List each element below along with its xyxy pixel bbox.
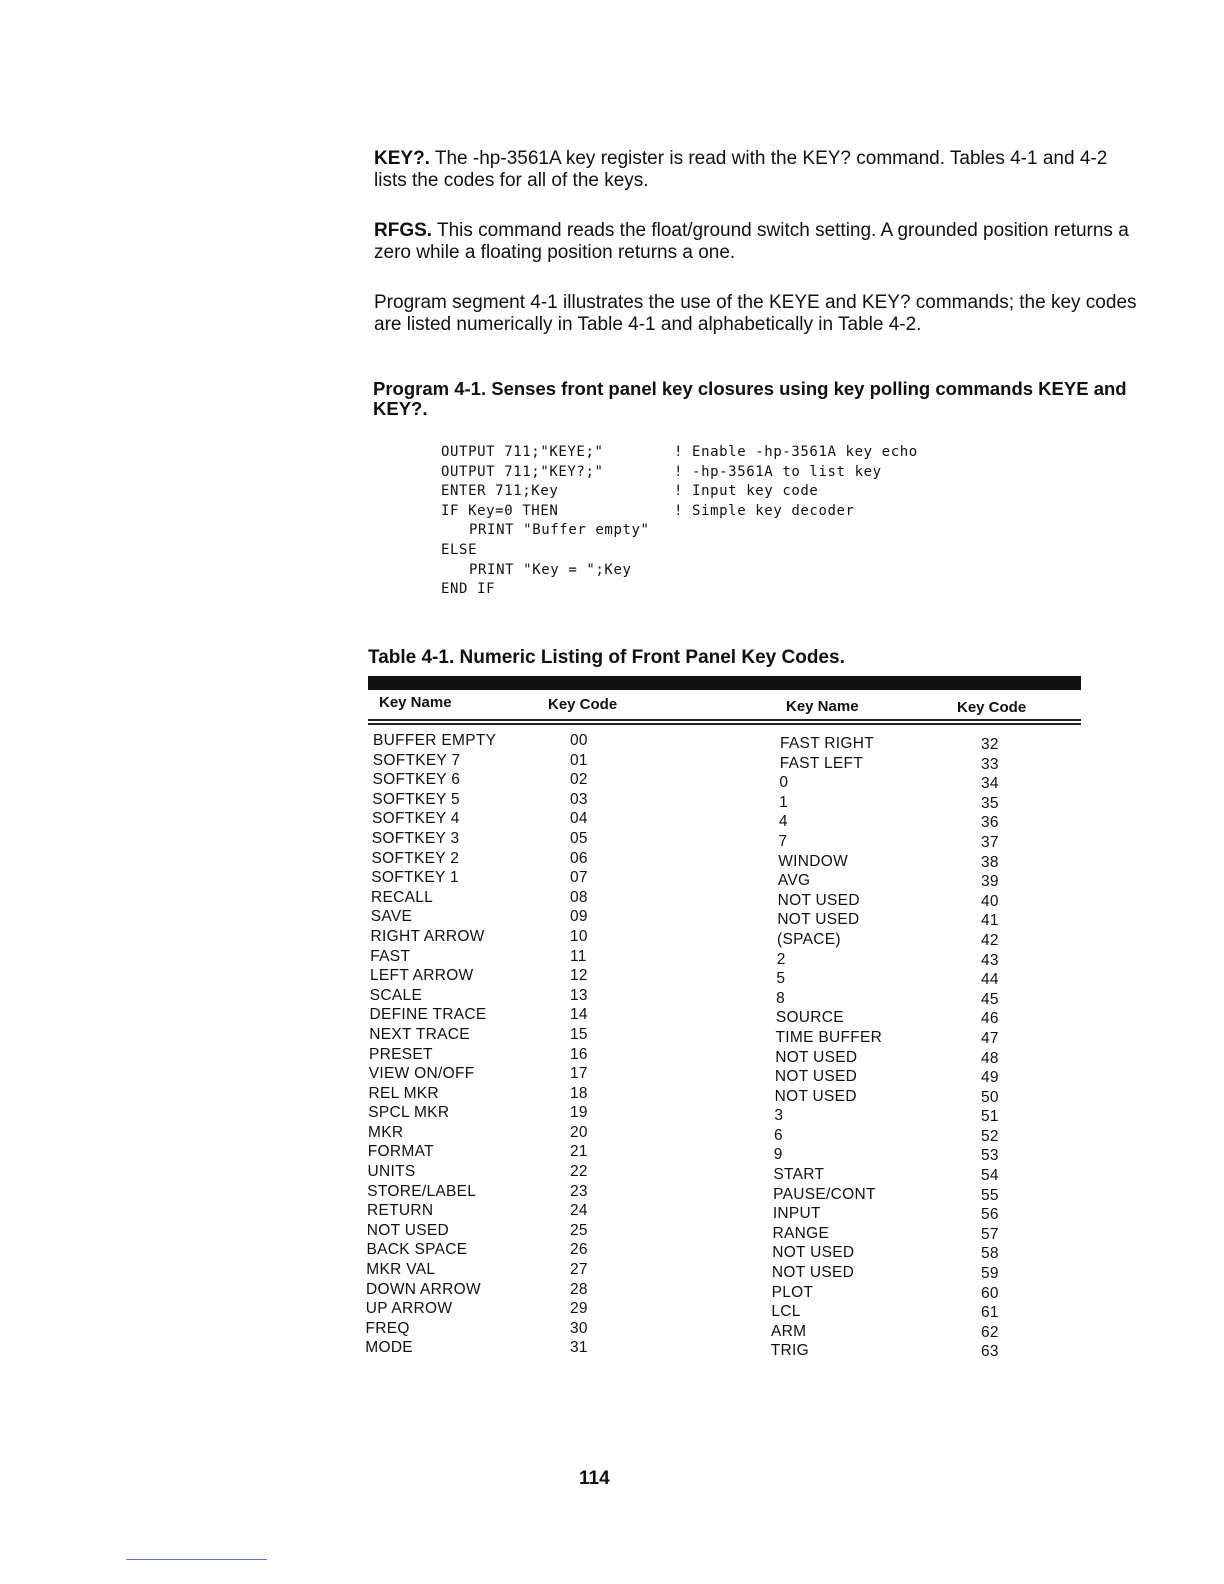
key-name-cell: NOT USED — [777, 891, 860, 909]
key-code-cell: 39 — [981, 873, 999, 891]
key-name-cell: UNITS — [367, 1163, 416, 1181]
key-name-cell: 6 — [774, 1126, 783, 1144]
key-name-cell: MKR VAL — [366, 1261, 436, 1279]
key-name-cell: PAUSE/CONT — [773, 1185, 876, 1203]
key-code-cell: 58 — [981, 1245, 999, 1263]
key-code-cell: 04 — [570, 810, 588, 828]
key-code-cell: 48 — [981, 1049, 999, 1067]
key-code-cell: 06 — [570, 849, 588, 867]
key-name-cell: NOT USED — [777, 911, 860, 929]
key-code-cell: 50 — [981, 1088, 999, 1106]
key-code-cell: 27 — [570, 1261, 588, 1279]
key-code-cell: 12 — [570, 967, 588, 985]
key-name-cell: BACK SPACE — [366, 1241, 468, 1259]
code-comment: ! Enable -hp-3561A key echo — [674, 444, 918, 460]
key-name-cell: SOFTKEY 4 — [372, 810, 460, 828]
key-name-cell: SOURCE — [775, 1009, 844, 1027]
key-name-cell: NOT USED — [366, 1221, 449, 1239]
key-code-cell: 00 — [570, 732, 588, 749]
key-code-cell: 56 — [981, 1206, 999, 1224]
key-name-cell: LCL — [771, 1303, 801, 1321]
key-code-cell: 36 — [981, 814, 999, 832]
key-code-cell: 43 — [981, 951, 999, 969]
key-code-cell: 35 — [981, 794, 999, 812]
key-code-cell: 44 — [981, 971, 999, 989]
key-code-cell: 57 — [981, 1225, 999, 1243]
code-statement: OUTPUT 711;"KEY?;" — [441, 463, 604, 480]
right-key-names — [770, 734, 883, 1361]
key-code-cell: 49 — [981, 1069, 999, 1087]
key-name-cell: (SPACE) — [777, 930, 841, 948]
key-code-cell: 17 — [570, 1065, 588, 1083]
key-code-cell: 54 — [981, 1167, 999, 1185]
page-number: 114 — [579, 1468, 610, 1489]
key-code-cell: 47 — [981, 1029, 999, 1047]
code-statement: PRINT "Key = ";Key — [469, 561, 632, 578]
program-title: Program 4-1. Senses front panel key closures using key polling commands KEYE and KEY?. — [373, 378, 1127, 419]
key-code-cell: 52 — [981, 1127, 999, 1145]
key-code-cell: 08 — [570, 888, 588, 906]
key-code-cell: 16 — [570, 1045, 588, 1063]
key-code-cell: 19 — [570, 1104, 588, 1122]
paragraph-rfgs-text: This command reads the float/ground switch setting. A grounded position returns a zero while a floating position returns a one. — [374, 220, 1129, 263]
code-statement: OUTPUT 711;"KEYE;" — [441, 444, 604, 460]
key-code-cell: 24 — [570, 1202, 588, 1220]
left-key-codes — [570, 731, 588, 1358]
code-statement: IF Key=0 THEN — [441, 502, 559, 519]
key-code-cell: 29 — [570, 1300, 588, 1318]
key-name-cell: START — [773, 1166, 825, 1184]
header-key-name-right: Key Name — [786, 698, 859, 715]
key-name-cell: DOWN ARROW — [366, 1280, 481, 1298]
footer-rule — [126, 1559, 267, 1560]
key-name-cell: SOFTKEY 6 — [372, 771, 461, 789]
key-code-cell: 10 — [570, 927, 588, 945]
key-code-cell: 61 — [981, 1304, 999, 1322]
key-name-cell: NOT USED — [774, 1068, 858, 1086]
key-code-cell: 23 — [570, 1182, 588, 1200]
key-code-cell: 18 — [570, 1084, 588, 1102]
key-code-cell: 02 — [570, 771, 588, 789]
key-name-cell: SOFTKEY 1 — [371, 869, 459, 887]
key-code-cell: 32 — [981, 736, 999, 753]
key-code-cell: 03 — [570, 790, 588, 808]
key-name-cell: 7 — [778, 832, 788, 850]
code-statement: END IF — [441, 581, 496, 598]
key-name-cell: VIEW ON/OFF — [368, 1065, 475, 1083]
key-code-cell: 07 — [570, 869, 588, 887]
key-code-cell: 38 — [981, 853, 999, 871]
key-code-cell: 63 — [981, 1343, 999, 1361]
key-name-cell: ARM — [771, 1322, 807, 1340]
table-title: Table 4-1. Numeric Listing of Front Panel Key Codes. — [368, 647, 845, 668]
key-name-cell: NOT USED — [772, 1244, 855, 1262]
key-name-cell: 9 — [773, 1146, 783, 1164]
key-code-cell: 34 — [981, 775, 999, 793]
header-key-name-left: Key Name — [379, 694, 452, 711]
key-code-cell: 09 — [570, 908, 588, 926]
header-key-code-left: Key Code — [548, 696, 618, 713]
key-name-cell: 5 — [776, 970, 786, 988]
right-key-codes — [981, 735, 999, 1362]
code-statement: ELSE — [441, 541, 478, 558]
key-code-cell: 14 — [570, 1006, 588, 1024]
key-name-cell: RECALL — [371, 888, 434, 906]
key-code-cell: 46 — [981, 1010, 999, 1028]
key-name-cell: LEFT ARROW — [370, 967, 474, 985]
key-name-cell: 3 — [774, 1107, 784, 1125]
key-name-cell: 4 — [778, 813, 788, 831]
key-code-cell: 60 — [981, 1284, 999, 1302]
key-name-cell: DEFINE TRACE — [369, 1006, 487, 1024]
key-name-cell: NOT USED — [774, 1087, 857, 1105]
key-code-cell: 31 — [570, 1339, 588, 1357]
key-name-cell: NOT USED — [775, 1048, 858, 1066]
paragraph-program-segment: Program segment 4-1 illustrates the use of the KEYE and KEY? commands; the key codes are listed numerically in Table 4-1 and alphabetically in Table 4-2. — [374, 292, 1137, 335]
header-key-code-right: Key Code — [957, 699, 1027, 716]
key-name-cell: MODE — [365, 1339, 413, 1357]
key-name-cell: PRESET — [369, 1045, 433, 1063]
table-title-bar — [368, 676, 1081, 690]
key-code-cell: 21 — [570, 1143, 588, 1161]
key-name-cell: FORMAT — [367, 1143, 434, 1161]
key-name-cell: TRIG — [770, 1342, 809, 1360]
key-code-cell: 05 — [570, 829, 588, 847]
key-name-cell: FAST RIGHT — [780, 735, 875, 752]
key-code-cell: 45 — [981, 990, 999, 1008]
code-comment: ! Simple key decoder — [674, 502, 855, 519]
key-code-cell: 37 — [981, 833, 999, 851]
key-code-cell: 40 — [981, 892, 999, 910]
key-name-cell: 0 — [779, 774, 789, 792]
term-rfgs: RFGS. — [374, 220, 433, 241]
key-code-cell: 51 — [981, 1108, 999, 1126]
key-code-cell: 25 — [570, 1221, 588, 1239]
key-code-cell: 59 — [981, 1265, 999, 1283]
key-code-cell: 53 — [981, 1147, 999, 1165]
key-name-cell: SPCL MKR — [368, 1104, 450, 1122]
header-rule-top — [368, 719, 1081, 721]
code-statement: ENTER 711;Key — [441, 483, 559, 500]
key-name-cell: REL MKR — [368, 1084, 439, 1102]
key-name-cell: SCALE — [369, 986, 423, 1004]
key-name-cell: INPUT — [772, 1205, 821, 1223]
code-comment: ! Input key code — [674, 483, 819, 500]
key-name-cell: RETURN — [367, 1202, 434, 1220]
key-name-cell: TIME BUFFER — [775, 1028, 883, 1046]
paragraph-rfgs — [374, 220, 1144, 264]
key-name-cell: SOFTKEY 7 — [372, 751, 461, 769]
key-code-cell: 22 — [570, 1163, 588, 1181]
key-code-cell: 41 — [981, 912, 999, 930]
key-name-cell: RANGE — [772, 1224, 830, 1242]
key-name-cell: SOFTKEY 2 — [371, 849, 460, 867]
key-name-cell: RIGHT ARROW — [370, 927, 485, 945]
key-name-cell: MKR — [368, 1123, 404, 1141]
key-name-cell: BUFFER EMPTY — [373, 732, 497, 749]
key-code-cell: 62 — [981, 1323, 999, 1341]
key-name-cell: SAVE — [370, 908, 413, 926]
header-rule-bottom — [368, 723, 1081, 725]
key-code-cell: 42 — [981, 931, 999, 949]
key-code-cell: 28 — [570, 1280, 588, 1298]
key-name-cell: PLOT — [771, 1283, 814, 1301]
key-name-cell: NOT USED — [771, 1264, 855, 1282]
key-name-cell: UP ARROW — [365, 1300, 453, 1318]
key-code-cell: 11 — [570, 947, 587, 965]
key-code-cell: 26 — [570, 1241, 588, 1259]
left-key-names — [365, 731, 497, 1358]
key-name-cell: 1 — [779, 793, 789, 811]
key-name-cell: STORE/LABEL — [367, 1182, 477, 1200]
key-name-cell: 8 — [776, 989, 786, 1007]
key-name-cell: SOFTKEY 3 — [371, 829, 460, 847]
key-name-cell: SOFTKEY 5 — [372, 790, 460, 808]
key-name-cell: FREQ — [365, 1319, 410, 1337]
key-code-cell: 30 — [570, 1319, 588, 1337]
key-name-cell: AVG — [777, 872, 811, 890]
key-code-cell: 15 — [570, 1025, 588, 1043]
key-name-cell: WINDOW — [778, 852, 849, 870]
key-code-cell: 55 — [981, 1186, 999, 1204]
paragraph-key-query — [374, 148, 1144, 192]
key-name-cell: 2 — [776, 950, 786, 968]
key-code-cell: 20 — [570, 1123, 588, 1141]
key-name-cell: NEXT TRACE — [369, 1025, 470, 1043]
key-name-cell: FAST LEFT — [779, 754, 864, 772]
key-code-cell: 13 — [570, 986, 588, 1004]
code-statement: PRINT "Buffer empty" — [469, 522, 650, 539]
term-key-query: KEY?. — [374, 148, 430, 169]
key-code-cell: 01 — [570, 751, 588, 769]
key-code-cell: 33 — [981, 755, 999, 773]
paragraph-key-query-text: The -hp-3561A key register is read with the KEY? command. Tables 4-1 and 4-2 lists the codes for all of the keys. — [374, 148, 1108, 191]
code-comment: ! -hp-3561A to list key — [674, 463, 882, 480]
key-name-cell: FAST — [370, 947, 411, 965]
